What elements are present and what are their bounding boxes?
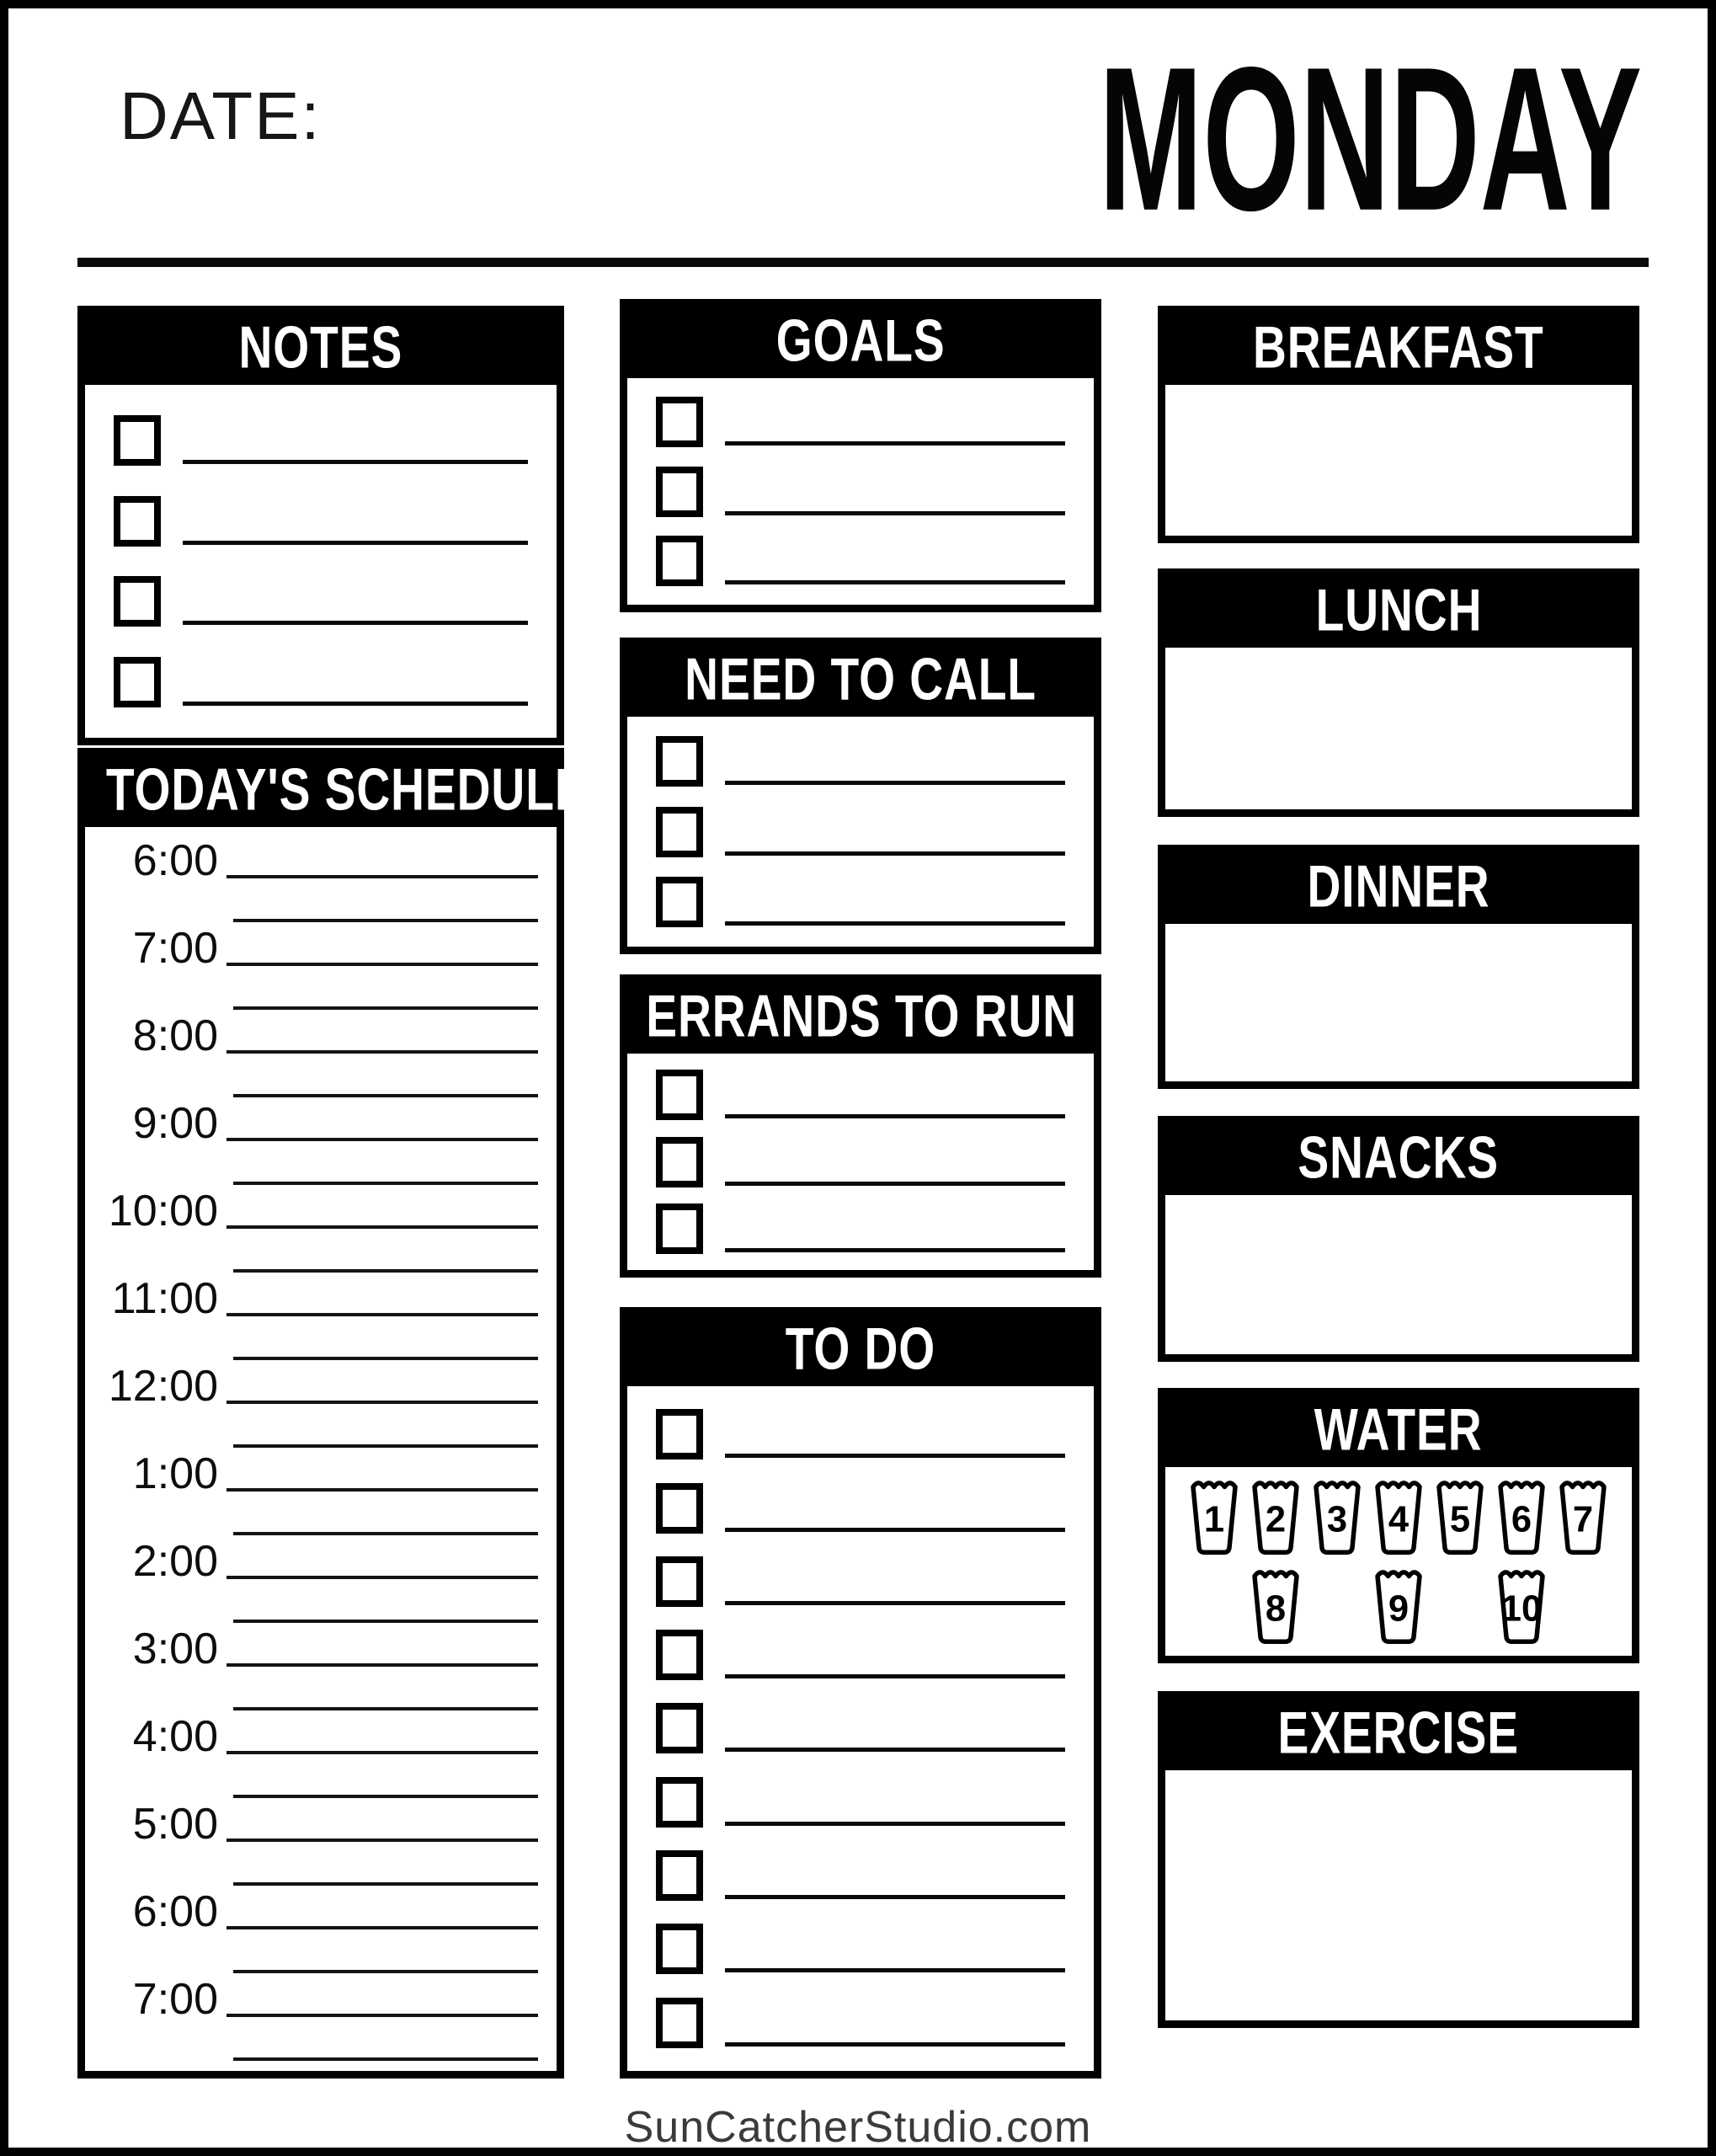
time-label: 9:00 [132, 1099, 218, 1149]
todo-row [656, 1483, 1065, 1534]
schedule-hour-block [92, 1538, 538, 1625]
schedule-hour-block [92, 1625, 538, 1713]
schedule-hour-row [92, 1800, 538, 1849]
write-line[interactable] [725, 1968, 1065, 1972]
water-cup-icon[interactable] [1494, 1564, 1549, 1648]
water-cup-tracker [1165, 1467, 1632, 1656]
write-line[interactable] [725, 2042, 1065, 2047]
exercise-title: EXERCISE [1165, 1699, 1632, 1770]
schedule-half-hour-row [233, 1582, 538, 1625]
hour-write-line[interactable] [226, 875, 538, 878]
hour-write-line[interactable] [226, 1838, 538, 1842]
write-line[interactable] [725, 1114, 1065, 1118]
hour-write-line[interactable] [226, 1401, 538, 1404]
cup-number: 4 [1388, 1499, 1410, 1540]
schedule-list [85, 827, 557, 2071]
water-cup-icon[interactable] [1555, 1475, 1611, 1559]
breakfast-write-area[interactable] [1165, 385, 1632, 536]
schedule-box [77, 748, 587, 2079]
schedule-hour-block [92, 1450, 538, 1538]
todo-row [656, 1556, 1065, 1607]
schedule-hour-row [92, 1625, 538, 1674]
snacks-title: SNACKS [1165, 1123, 1632, 1195]
checkbox[interactable] [656, 1556, 703, 1607]
write-line[interactable] [725, 851, 1065, 856]
write-line[interactable] [725, 781, 1065, 785]
notes-row [114, 576, 528, 627]
water-cup-icon[interactable] [1248, 1564, 1303, 1648]
hour-write-line[interactable] [226, 1138, 538, 1141]
schedule-hour-row [92, 924, 538, 974]
errands-row [656, 1137, 1065, 1187]
todo-row [656, 1777, 1065, 1828]
half-hour-write-line[interactable] [233, 1882, 538, 1886]
half-hour-write-line[interactable] [233, 1795, 538, 1798]
goals-row [656, 467, 1065, 517]
write-line[interactable] [725, 921, 1065, 926]
water-cup-icon[interactable] [1371, 1475, 1426, 1559]
water-title: WATER [1165, 1396, 1632, 1467]
half-hour-write-line[interactable] [233, 1620, 538, 1623]
checkbox[interactable] [656, 1924, 703, 1974]
hour-write-line[interactable] [226, 1926, 538, 1929]
time-label: 5:00 [132, 1800, 218, 1849]
schedule-hour-row [92, 1187, 538, 1236]
half-hour-write-line[interactable] [233, 1444, 538, 1448]
write-line[interactable] [725, 580, 1065, 584]
time-label: 2:00 [132, 1537, 218, 1587]
todo-row [656, 1409, 1065, 1460]
need-to-call-row [656, 807, 1065, 857]
errands-list [627, 1054, 1094, 1270]
date-label: DATE: [120, 78, 322, 153]
schedule-hour-row [92, 836, 538, 886]
time-label: 6:00 [132, 1887, 218, 1937]
lunch-box [1158, 568, 1639, 817]
checkbox[interactable] [656, 1777, 703, 1828]
schedule-half-hour-row [233, 1932, 538, 1976]
schedule-hour-row [92, 1099, 538, 1149]
schedule-hour-block [92, 837, 538, 925]
half-hour-write-line[interactable] [233, 1006, 538, 1010]
notes-box [77, 306, 564, 745]
checkbox[interactable] [114, 496, 161, 547]
water-box [1158, 1388, 1639, 1663]
checkbox[interactable] [656, 736, 703, 787]
time-label: 4:00 [132, 1712, 218, 1762]
schedule-half-hour-row [233, 1231, 538, 1275]
schedule-hour-block [92, 1363, 538, 1450]
exercise-box [1158, 1691, 1639, 2028]
write-line[interactable] [725, 1248, 1065, 1252]
errands-row [656, 1070, 1065, 1120]
cup-number: 8 [1265, 1589, 1287, 1630]
goals-list [627, 378, 1094, 605]
write-line[interactable] [183, 541, 528, 545]
checkbox[interactable] [656, 1409, 703, 1460]
dinner-write-area[interactable] [1165, 924, 1632, 1081]
schedule-hour-block [92, 1888, 538, 1976]
footer-credit: SunCatcherStudio.com [624, 2103, 1092, 2152]
dinner-box [1158, 845, 1639, 1089]
schedule-half-hour-row [233, 1056, 538, 1100]
write-line[interactable] [725, 1454, 1065, 1458]
cup-number: 10 [1500, 1589, 1543, 1630]
write-line[interactable] [183, 460, 528, 464]
time-label: 8:00 [132, 1011, 218, 1061]
half-hour-write-line[interactable] [233, 1970, 538, 1973]
notes-row [114, 657, 528, 707]
write-line[interactable] [725, 1182, 1065, 1186]
checkbox[interactable] [114, 657, 161, 707]
checkbox[interactable] [656, 1630, 703, 1680]
schedule-hour-block [92, 1100, 538, 1187]
exercise-write-area[interactable] [1165, 1770, 1632, 2020]
write-line[interactable] [725, 441, 1065, 446]
notes-list [85, 385, 557, 738]
hour-write-line[interactable] [226, 1576, 538, 1579]
schedule-hour-row [92, 1449, 538, 1499]
hour-write-line[interactable] [226, 1050, 538, 1054]
half-hour-write-line[interactable] [233, 1357, 538, 1360]
schedule-hour-block [92, 1976, 538, 2063]
time-label: 6:00 [132, 836, 218, 886]
todo-box [620, 1307, 1101, 2079]
write-line[interactable] [183, 702, 528, 706]
notes-row [114, 496, 528, 547]
hour-write-line[interactable] [226, 1751, 538, 1754]
time-label: 3:00 [132, 1625, 218, 1674]
checkbox[interactable] [656, 536, 703, 586]
errands-box [620, 974, 1101, 1278]
half-hour-write-line[interactable] [233, 1094, 538, 1097]
checkbox[interactable] [656, 1137, 703, 1187]
goals-row [656, 397, 1065, 447]
half-hour-write-line[interactable] [233, 1182, 538, 1185]
snacks-box [1158, 1116, 1639, 1362]
schedule-hour-row [92, 1362, 538, 1412]
checkbox[interactable] [656, 1850, 703, 1901]
half-hour-write-line[interactable] [233, 919, 538, 922]
schedule-half-hour-row [233, 1757, 538, 1801]
checkbox[interactable] [656, 807, 703, 857]
write-line[interactable] [725, 1528, 1065, 1532]
schedule-half-hour-row [233, 1144, 538, 1187]
todo-row [656, 1924, 1065, 1974]
day-title: MONDAY [1098, 24, 1642, 254]
cup-number: 2 [1265, 1499, 1287, 1540]
half-hour-write-line[interactable] [233, 1269, 538, 1273]
schedule-hour-row [92, 1011, 538, 1061]
schedule-half-hour-row [233, 881, 538, 925]
header-divider [77, 258, 1649, 267]
checkbox[interactable] [656, 1998, 703, 2048]
schedule-hour-row [92, 1712, 538, 1762]
checkbox[interactable] [656, 397, 703, 447]
write-line[interactable] [183, 621, 528, 625]
errands-row [656, 1203, 1065, 1254]
checkbox[interactable] [656, 1703, 703, 1753]
water-cup-icon[interactable] [1309, 1475, 1365, 1559]
checkbox[interactable] [114, 576, 161, 627]
half-hour-write-line[interactable] [233, 1707, 538, 1710]
todo-title: TO DO [627, 1315, 1094, 1386]
write-line[interactable] [725, 1895, 1065, 1899]
cup-number: 1 [1203, 1499, 1225, 1540]
todo-list [627, 1386, 1094, 2071]
time-label: 10:00 [108, 1187, 218, 1236]
time-label: 1:00 [132, 1449, 218, 1499]
cup-number: 5 [1449, 1499, 1471, 1540]
need-to-call-list [627, 717, 1094, 947]
hour-write-line[interactable] [226, 963, 538, 966]
errands-title: ERRANDS TO RUN [627, 982, 1094, 1054]
half-hour-write-line[interactable] [233, 1532, 538, 1535]
write-line[interactable] [725, 1748, 1065, 1752]
schedule-half-hour-row [233, 1669, 538, 1713]
breakfast-title: BREAKFAST [1165, 313, 1632, 385]
dinner-title: DINNER [1165, 852, 1632, 924]
water-cup-icon[interactable] [1371, 1564, 1426, 1648]
goals-row [656, 536, 1065, 586]
write-line[interactable] [725, 1674, 1065, 1678]
todo-row [656, 1850, 1065, 1901]
hour-write-line[interactable] [226, 2014, 538, 2017]
checkbox[interactable] [656, 1070, 703, 1120]
water-cup-icon[interactable] [1432, 1475, 1488, 1559]
half-hour-write-line[interactable] [233, 2057, 538, 2061]
todo-row [656, 1703, 1065, 1753]
water-cup-icon[interactable] [1186, 1475, 1242, 1559]
snacks-write-area[interactable] [1165, 1195, 1632, 1354]
schedule-half-hour-row [233, 1844, 538, 1888]
hour-write-line[interactable] [226, 1313, 538, 1316]
schedule-hour-block [92, 925, 538, 1012]
write-line[interactable] [725, 511, 1065, 515]
time-label: 12:00 [108, 1362, 218, 1412]
schedule-hour-block [92, 1012, 538, 1100]
checkbox[interactable] [656, 1483, 703, 1534]
water-cup-icon[interactable] [1248, 1475, 1303, 1559]
need-to-call-row [656, 877, 1065, 927]
breakfast-box [1158, 306, 1639, 543]
schedule-hour-row [92, 1274, 538, 1324]
schedule-half-hour-row [233, 1319, 538, 1363]
notes-title: NOTES [85, 313, 557, 385]
todo-row [656, 1630, 1065, 1680]
time-label: 7:00 [132, 924, 218, 974]
checkbox[interactable] [656, 1203, 703, 1254]
schedule-hour-block [92, 1801, 538, 1888]
water-cup-icon[interactable] [1494, 1475, 1549, 1559]
write-line[interactable] [725, 1601, 1065, 1605]
checkbox[interactable] [656, 877, 703, 927]
schedule-half-hour-row [233, 1494, 538, 1538]
write-line[interactable] [725, 1822, 1065, 1826]
schedule-hour-block [92, 1187, 538, 1275]
hour-write-line[interactable] [226, 1663, 538, 1667]
cup-number: 9 [1388, 1589, 1410, 1630]
schedule-hour-row [92, 1975, 538, 2025]
goals-box [620, 299, 1101, 612]
need-to-call-row [656, 736, 1065, 787]
cup-number: 3 [1326, 1499, 1348, 1540]
schedule-half-hour-row [233, 969, 538, 1012]
schedule-hour-row [92, 1537, 538, 1587]
need-to-call-box [620, 638, 1101, 954]
checkbox[interactable] [114, 415, 161, 466]
schedule-half-hour-row [233, 2020, 538, 2063]
schedule-hour-row [92, 1887, 538, 1937]
hour-write-line[interactable] [226, 1488, 538, 1492]
time-label: 11:00 [111, 1274, 218, 1324]
notes-row [114, 415, 528, 466]
schedule-hour-block [92, 1713, 538, 1801]
lunch-title: LUNCH [1165, 576, 1632, 648]
hour-write-line[interactable] [226, 1225, 538, 1229]
schedule-half-hour-row [233, 1406, 538, 1450]
lunch-write-area[interactable] [1165, 648, 1632, 809]
schedule-title: TODAY'S SCHEDULE [85, 755, 557, 827]
checkbox[interactable] [656, 467, 703, 517]
cup-number: 6 [1511, 1499, 1532, 1540]
goals-title: GOALS [627, 307, 1094, 378]
schedule-hour-block [92, 1275, 538, 1363]
cup-number: 7 [1572, 1499, 1594, 1540]
need-to-call-title: NEED TO CALL [627, 645, 1094, 717]
todo-row [656, 1998, 1065, 2048]
time-label: 7:00 [132, 1975, 218, 2025]
